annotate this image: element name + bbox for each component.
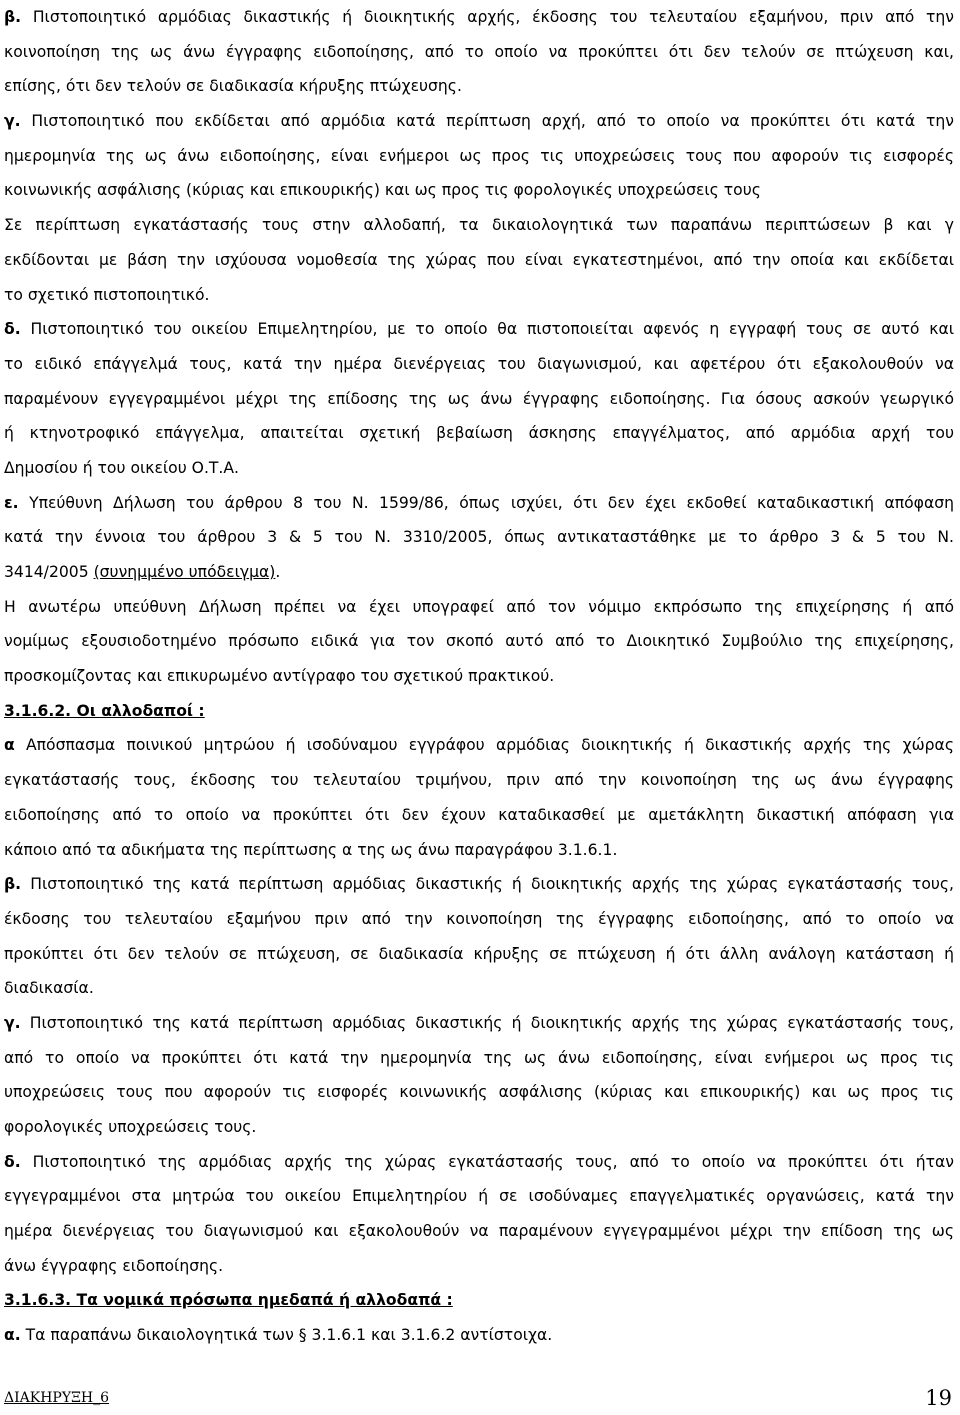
line-text: άνω έγγραφης ειδοποίησης. (4, 1256, 224, 1275)
item-marker: δ. (4, 1152, 21, 1171)
text-line (4, 1318, 954, 1353)
line-text: το σχετικό πιστοποιητικό. (4, 285, 210, 304)
line-text: διαδικασία. (4, 979, 94, 998)
item-marker: α. (4, 1326, 21, 1345)
text-line (4, 659, 954, 694)
line-text: επίσης, ότι δεν τελούν σε διαδικασία κήρυξης πτώχευσης. (4, 77, 462, 96)
text-line (4, 0, 954, 35)
line-text: κάποιο από τα αδικήματα της περίπτωσης α της ως άνω παραγράφου 3.1.6.1. (4, 840, 618, 859)
text-line (4, 139, 954, 174)
line-text: φορολογικές υποχρεώσεις τους. (4, 1118, 257, 1136)
page-number: 19 (925, 1386, 952, 1410)
item-marker: γ. (4, 1013, 21, 1032)
text-line (4, 382, 954, 417)
line-text: από το οποίο να προκύπτει ότι κατά την ημερομηνία της ως άνω ειδοποίησης, είναι ενήμεροι ως προς τις (4, 1048, 954, 1067)
line-text: Η ανωτέρω υπεύθυνη Δήλωση πρέπει να έχει υπογραφεί από τον νόμιμο εκπρόσωπο της επιχείρησης ή από (4, 597, 954, 616)
item-marker: δ. (4, 320, 21, 339)
line-text-tail: . (275, 563, 281, 581)
section-heading (4, 1283, 954, 1318)
text-line (4, 347, 954, 382)
text-line (4, 35, 954, 70)
document-body (4, 0, 954, 1353)
line-text: προκύπτει ότι δεν τελούν σε πτώχευση, σε διαδικασία κήρυξης σε πτώχευση ή ότι άλλη ανάλογη κατάσταση ή (4, 944, 954, 963)
line-text: έκδοσης του τελευταίου εξαμήνου πριν από την κοινοποίηση της έγγραφης ειδοποίησης, από το οποίο να (4, 909, 954, 928)
text-line (4, 1249, 954, 1284)
text-line (4, 833, 954, 868)
line-text: κοινωνικής ασφάλισης (κύριας και επικουρικής) και ως προς τις φορολογικές υποχρεώσεις τους (4, 181, 761, 200)
line-text: εγγεγραμμένοι στα μητρώα του οικείου Επιμελητηρίου ή σε ισοδύναμες επαγγελματικές οργανώσεις, κατά την (4, 1187, 954, 1206)
item-marker: γ. (4, 112, 21, 131)
text-line (4, 416, 954, 451)
item-marker: β. (4, 8, 22, 26)
section-heading (4, 694, 954, 729)
text-line (4, 173, 954, 208)
text-line (4, 243, 954, 278)
line-text: υποχρεώσεις τους που αφορούν τις εισφορές κοινωνικής ασφάλισης (κύριας και επικουρικής) και ως προς τις (4, 1083, 954, 1102)
line-text: ημερομηνία της ως άνω ειδοποίησης, είναι ενήμεροι ως προς τις υποχρεώσεις τους που αφορούν τις εισφορές (4, 146, 954, 165)
line-text: 3414/2005 (4, 563, 94, 581)
text-line (4, 312, 954, 347)
text-line (4, 937, 954, 972)
text-line (4, 104, 954, 139)
text-line (4, 971, 954, 1006)
item-marker: ε. (4, 493, 19, 512)
line-text: ειδοποίησης από το οποίο να προκύπτει ότι δεν έχουν καταδικασθεί με αμετάκλητη δικαστική απόφαση για (4, 805, 954, 824)
text-line (4, 69, 954, 104)
line-text: εγκατάστασής τους, έκδοσης του τελευταίου τριμήνου, πριν από την κοινοποίηση της ως άνω έγγραφης (4, 771, 954, 790)
line-text: Πιστοποιητικό αρμόδιας δικαστικής ή διοικητικής αρχής, έκδοσης του τελευταίου εξαμήνου, πριν από την (21, 8, 954, 26)
text-line (4, 555, 954, 590)
line-text: Τα παραπάνω δικαιολογητικά των § 3.1.6.1 και 3.1.6.2 αντίστοιχα. (20, 1326, 553, 1345)
item-marker: α (4, 736, 15, 755)
text-line (4, 1145, 954, 1180)
line-text: κοινοποίηση της ως άνω έγγραφης ειδοποίησης, από το οποίο να προκύπτει ότι δεν τελούν σε πτώχευση και, (4, 42, 954, 61)
text-line (4, 763, 954, 798)
text-line (4, 1179, 954, 1214)
attachment-link[interactable]: (συνημμένο υπόδειγμα) (93, 563, 276, 581)
section-heading-text: 3.1.6.2. Οι αλλοδαποί : (4, 701, 205, 720)
section-heading-text: 3.1.6.3. Τα νομικά πρόσωπα ημεδαπά ή αλλοδαπά : (4, 1291, 453, 1310)
text-line (4, 1214, 954, 1249)
line-text: προσκομίζοντας και επικυρωμένο αντίγραφο του σχετικού πρακτικού. (4, 667, 555, 686)
text-line (4, 590, 954, 625)
text-line (4, 1110, 954, 1145)
footer-label-text: ΔΙΑΚΗΡΥΞΗ_6 (4, 1390, 110, 1406)
line-text: εκδίδονται με βάση την ισχύουσα νομοθεσία της χώρας που είναι εγκατεστημένοι, από την οποία και εκδίδεται (4, 250, 954, 269)
line-text: Υπεύθυνη Δήλωση του άρθρου 8 του Ν. 1599/86, όπως ισχύει, ότι δεν έχει εκδοθεί καταδικαστική απόφαση (18, 493, 954, 512)
text-line (4, 451, 954, 486)
line-text: Δημοσίου ή του οικείου Ο.Τ.Α. (4, 458, 240, 477)
line-text: Πιστοποιητικό που εκδίδεται από αρμόδια κατά περίπτωση αρχή, από το οποίο να προκύπτει ότι κατά την (20, 112, 954, 131)
text-line (4, 902, 954, 937)
line-text: ή κτηνοτροφικό επάγγελμα, απαιτείται σχετική βεβαίωση άσκησης επαγγέλματος, από αρμόδια αρχή του (4, 424, 954, 443)
line-text: Πιστοποιητικό του οικείου Επιμελητηρίου, με το οποίο θα πιστοποιείται αφενός η εγγραφή τους σε αυτό και (20, 320, 954, 339)
text-line (4, 867, 954, 902)
text-line (4, 1075, 954, 1110)
line-text: Απόσπασμα ποινικού μητρώου ή ισοδύναμου εγγράφου αρμόδιας διοικητικής ή δικαστικής αρχής της χώρας (14, 736, 954, 755)
line-text: Πιστοποιητικό της κατά περίπτωση αρμόδιας δικαστικής ή διοικητικής αρχής της χώρας εγκατάστασής τους, (21, 875, 954, 894)
text-line (4, 728, 954, 763)
line-text: Πιστοποιητικό της αρμόδιας αρχής της χώρας εγκατάστασής τους, από το οποίο να προκύπτει ότι ήταν (20, 1152, 954, 1171)
line-text: Πιστοποιητικό της κατά περίπτωση αρμόδιας δικαστικής ή διοικητικής αρχής της χώρας εγκατάστασής τους, (20, 1013, 954, 1032)
line-text: νομίμως εξουσιοδοτημένο πρόσωπο ειδικά για τον σκοπό αυτό από το Διοικητικό Συμβούλιο της επιχείρησης, (4, 632, 954, 651)
footer-document-label (4, 1390, 109, 1406)
line-text: το ειδικό επάγγελμά τους, κατά την ημέρα διενέργειας του διαγωνισμού, και αφετέρου ότι εξακολουθούν να (4, 354, 954, 373)
line-text: κατά την έννοια του άρθρου 3 & 5 του Ν. 3310/2005, όπως αντικαταστάθηκε με το άρθρο 3 & 5 του Ν. (4, 528, 954, 547)
line-text: ημέρα διενέργειας του διαγωνισμού και εξακολουθούν να παραμένουν εγγεγραμμένοι μέχρι την επίδοση της ως (4, 1222, 954, 1241)
text-line (4, 624, 954, 659)
text-line (4, 520, 954, 555)
text-line (4, 1041, 954, 1076)
text-line (4, 798, 954, 833)
item-marker: β. (4, 875, 22, 894)
text-line (4, 486, 954, 521)
text-line (4, 1006, 954, 1041)
text-line (4, 278, 954, 313)
text-line (4, 208, 954, 243)
line-text: Σε περίπτωση εγκατάστασής τους στην αλλοδαπή, τα δικαιολογητικά των παραπάνω περιπτώσεων β και γ (4, 216, 954, 235)
line-text: παραμένουν εγγεγραμμένοι μέχρι της επίδοσης της ως άνω έγγραφης ειδοποίησης. Για όσους ασκούν γεωργικό (4, 389, 954, 408)
